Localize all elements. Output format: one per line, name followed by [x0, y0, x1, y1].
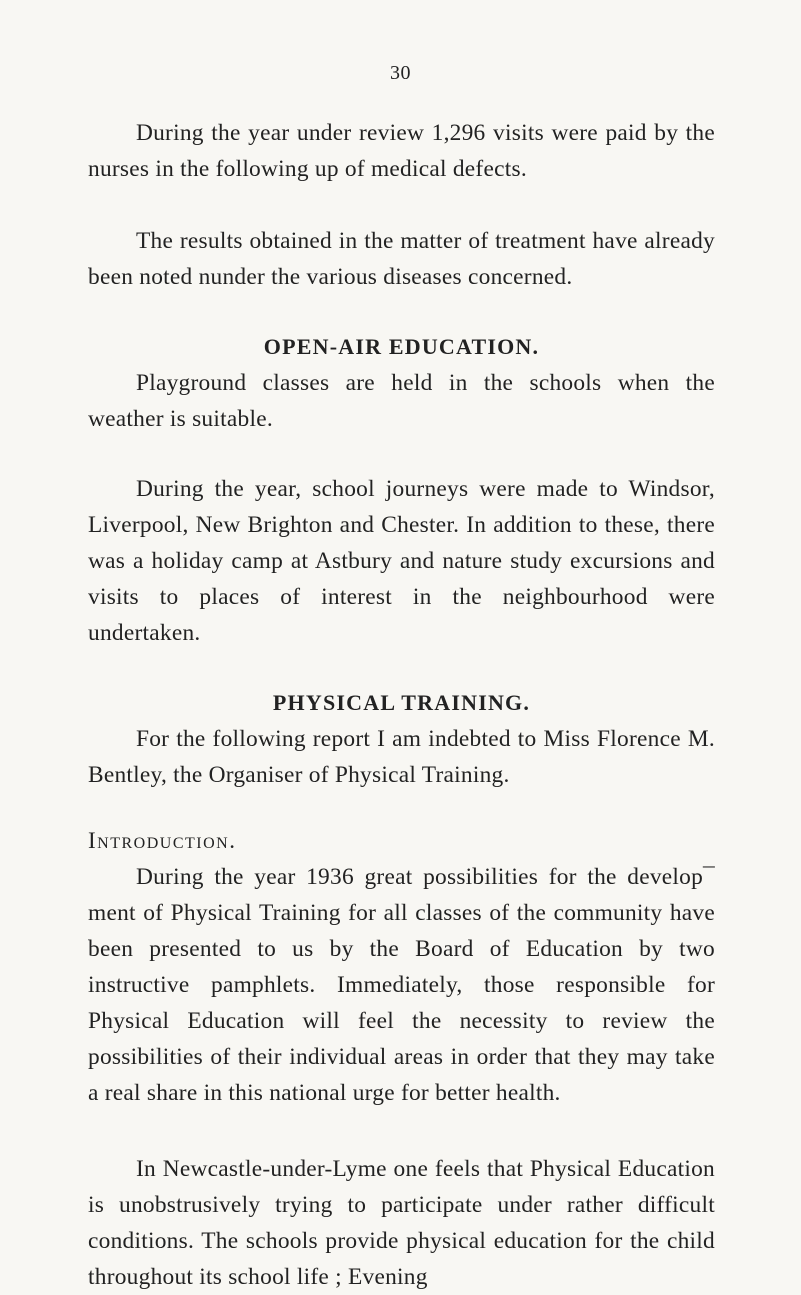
spacer [88, 295, 715, 329]
page-number: 30 [390, 62, 411, 84]
spacer [88, 1111, 715, 1151]
heading-physical-training: PHYSICAL TRAINING. [272, 690, 531, 715]
paragraph-newcastle: In Newcastle-under-Lyme one feels that Physical Education is unobstrusively trying to participate under rather difficult conditions. The schools provide physical education for the child throughout its school life ; Evening [88, 1156, 715, 1290]
spacer [88, 187, 715, 223]
spacer [88, 437, 715, 471]
paragraph-playground-classes: Playground classes are held in the schools when the weather is suitable. [88, 370, 715, 432]
subheading-introduction: Introduction. [88, 828, 237, 853]
page-body [88, 115, 715, 1295]
spacer [88, 651, 715, 685]
heading-open-air-education: OPEN-AIR EDUCATION. [263, 334, 540, 359]
spacer [88, 793, 715, 823]
paragraph-report-acknowledgement: For the following report I am indebted to Miss Florence M. Bentley, the Organiser of Physical Training. [88, 726, 715, 788]
paragraph-school-journeys: During the year, school journeys were made to Windsor, Liverpool, New Brighton and Chester. In addition to these, there was a holiday camp at Astbury and nature study excursions and visits to places of interest in the neighbourhood were undertaken. [88, 476, 715, 646]
paragraph-introduction: During the year 1936 great possibilities for the develop¯ ment of Physical Training for all classes of the community have been presented to us by the Board of Education by two instructive pamphlets. Immediately, those responsible for Physical Education will feel the necessity to review the possibilities of their individual areas in order that they may take a real share in this national urge for better health. [88, 864, 715, 1106]
paragraph-treatment-results: The results obtained in the matter of treatment have already been noted nunder the various diseases concerned. [88, 228, 715, 290]
paragraph-nurse-visits: During the year under review 1,296 visits were paid by the nurses in the following up of medical defects. [88, 120, 715, 182]
